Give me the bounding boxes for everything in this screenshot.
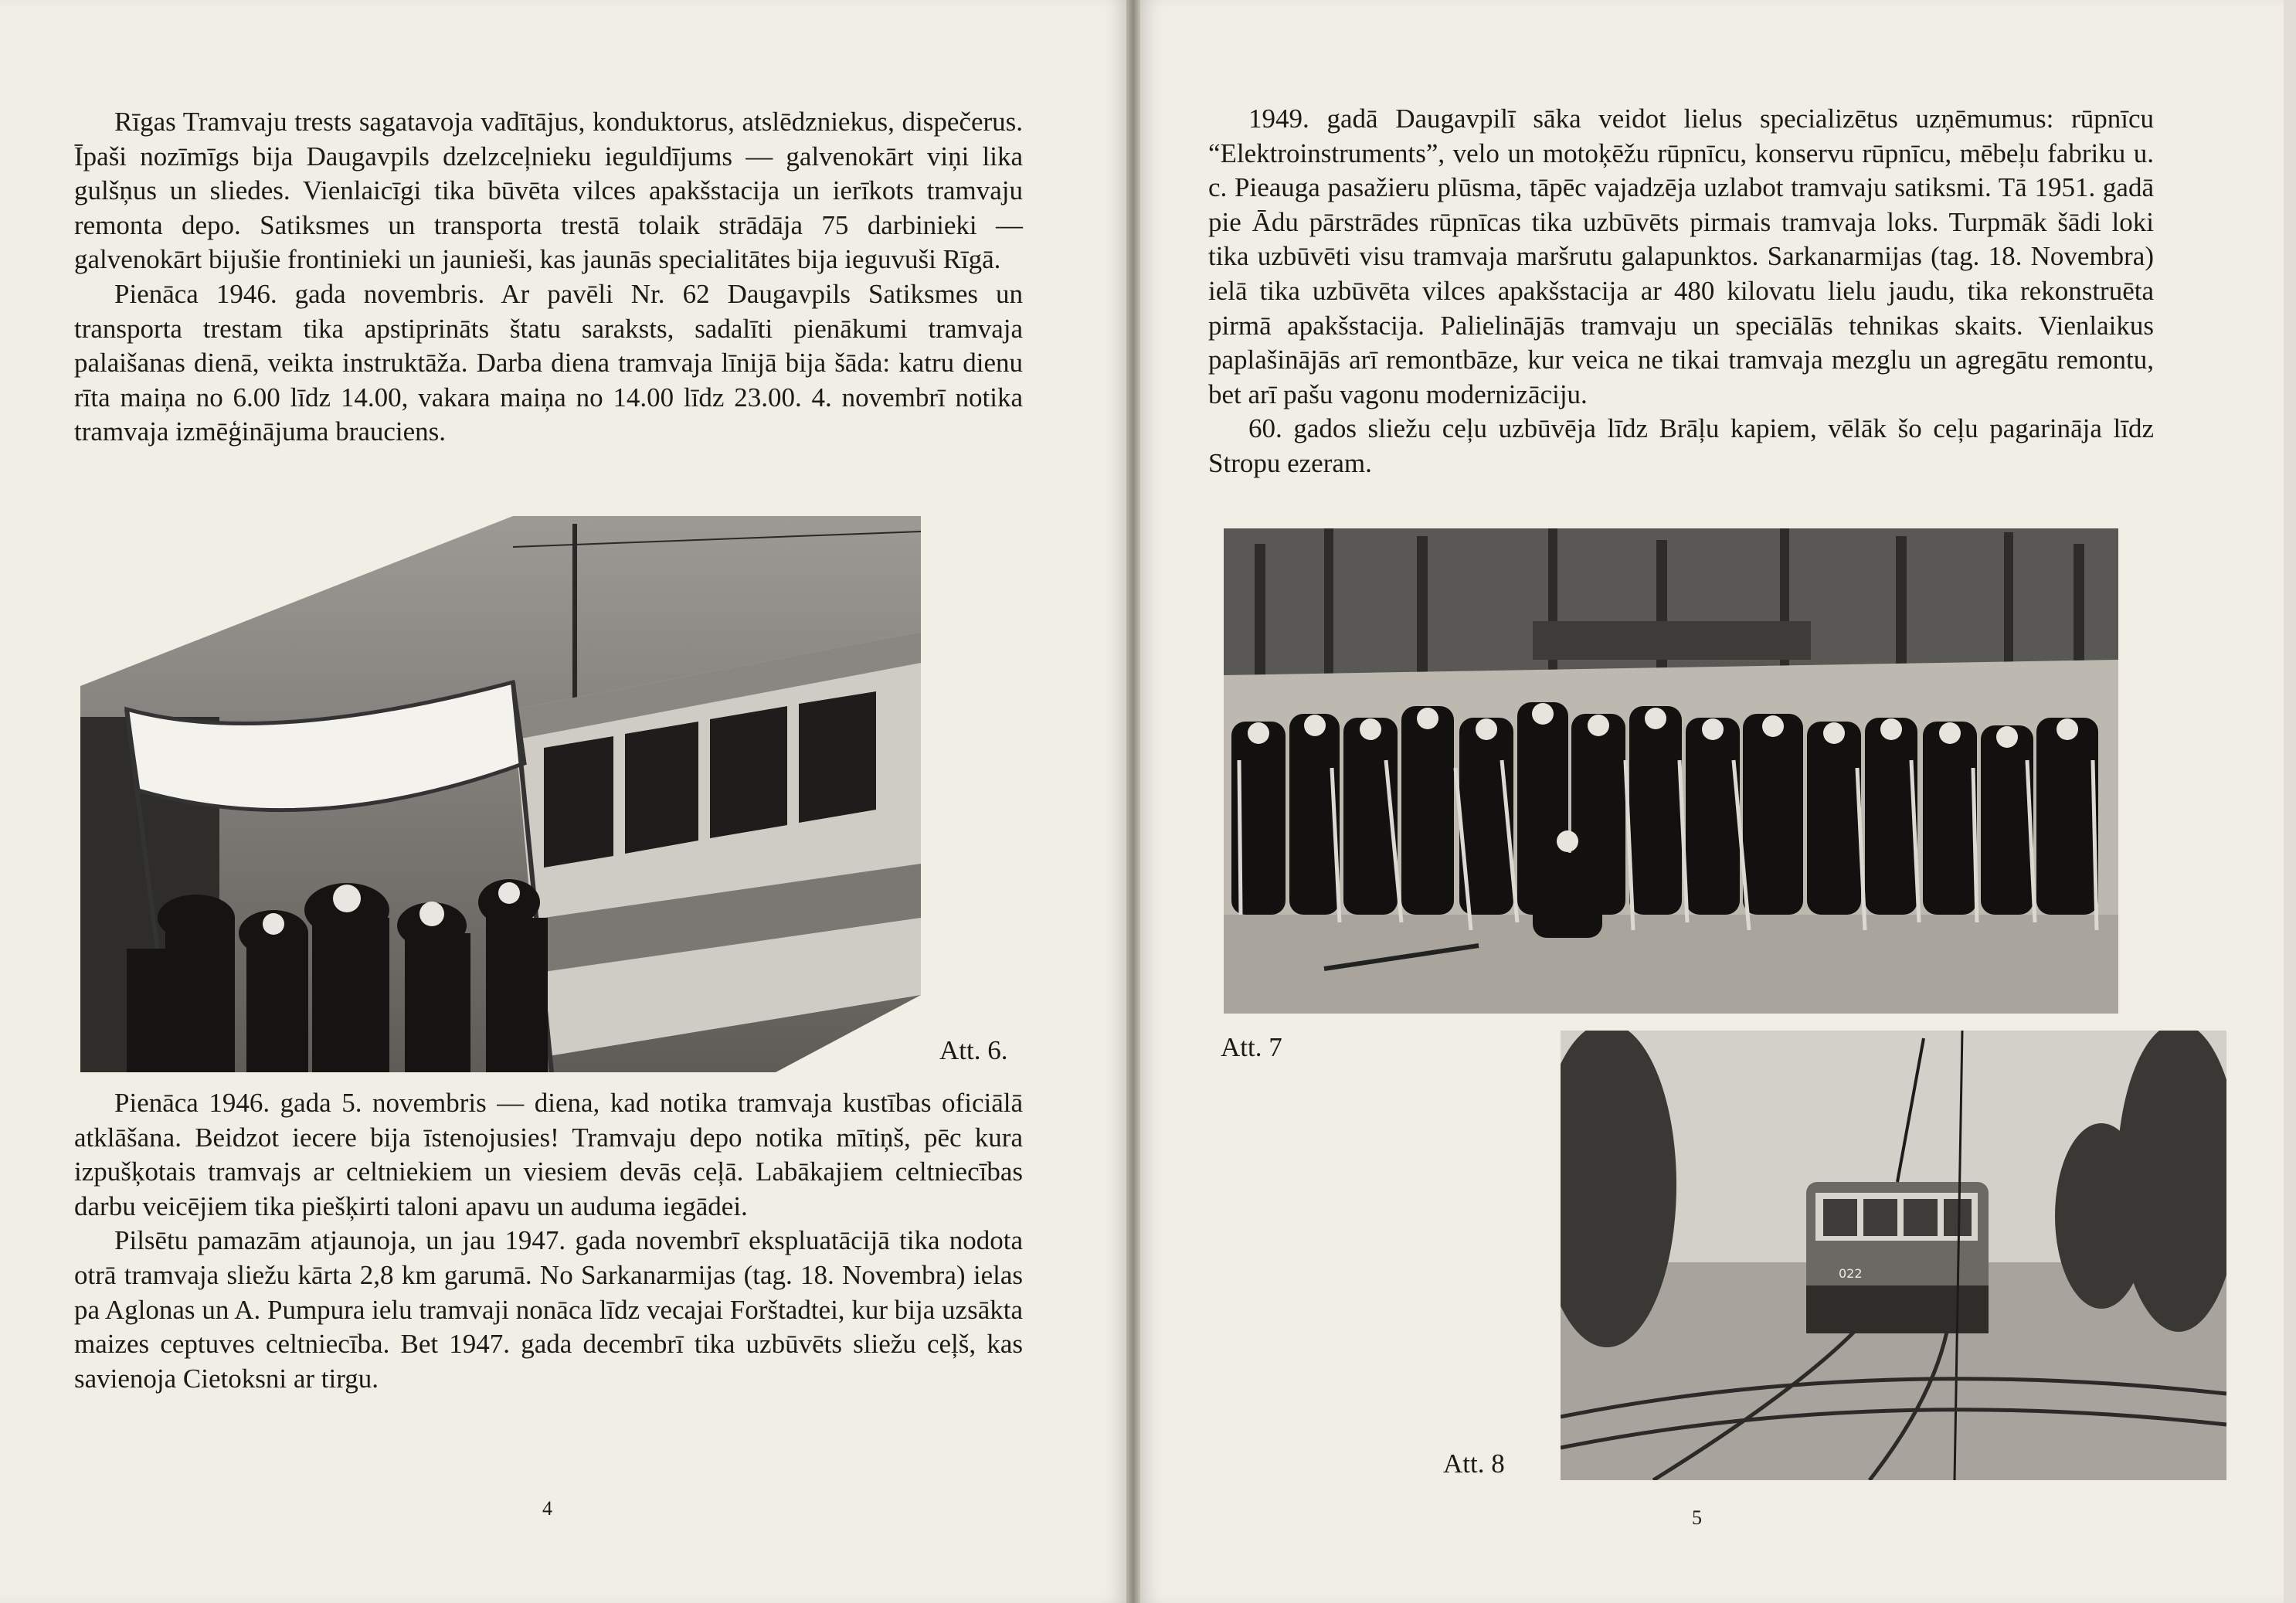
left-page — [0, 0, 1126, 1603]
page-number: 4 — [542, 1497, 552, 1520]
right-page — [1140, 0, 2284, 1603]
book-spine — [1126, 0, 1140, 1603]
paragraph: Pienāca 1946. gada 5. novembris — diena, kad notika tramvaja kustības oficiālā atklāšana. Beidzot iecere bija īstenojusies! Tramvaju depo notika mītiņš, pēc kura izpušķotais tramvajs ar celtniekiem un viesiem devās ceļā. Labākajiem celtniecības darbu veicējiem tika piešķirti taloni apavu un auduma iegādei. — [74, 1088, 1023, 1221]
left-text-bottom — [74, 1086, 1023, 1396]
photo-tram-opening — [80, 516, 921, 1072]
paragraph: Pilsētu pamazām atjaunoja, un jau 1947. gada novembrī ekspluatācijā tika nodota otrā tramvaja sliežu kārta 2,8 km garumā. No Sarkanarmijas (tag. 18. Novembra) ielas pa Aglonas un A. Pumpura ielu tramvaji nonāca līdz vecajai Forštadtei, kur bija uzsākta maizes ceptuves celtniecība. Bet 1947. gada decembrī tika uzbūvēts sliežu ceļš, kas savienoja Cietoksni ar tirgu. — [74, 1225, 1023, 1394]
right-text-top — [1208, 102, 2154, 481]
paragraph: 60. gados sliežu ceļu uzbūvēja līdz Brāļu kapiem, vēlāk šo ceļu pagarināja līdz Stropu ezeram. — [1208, 413, 2154, 478]
paragraph: Pienāca 1946. gada novembris. Ar pavēli Nr. 62 Daugavpils Satiksmes un transporta trestam tika apstiprināts štatu saraksts, sadalīti pienākumi tramvaja palaišanas dienā, veikta instruktāža. Darba diena tramvaja līnijā bija šāda: katru dienu rīta maiņa no 6.00 līdz 14.00, vakara maiņa no 14.00 līdz 23.00. 4. novembrī notika tramvaja izmēģinājuma brauciens. — [74, 278, 1023, 447]
figure-caption: Att. 8 — [1443, 1448, 1505, 1479]
photo-tram-on-tracks — [1561, 1031, 2226, 1480]
photo-workers-group — [1224, 528, 2118, 1014]
page-edge — [2284, 0, 2296, 1603]
paragraph: Rīgas Tramvaju trests sagatavoja vadītājus, konduktorus, atslēdzniekus, dispečerus. Īpaši nozīmīgs bija Daugavpils dzelzceļnieku ieguldījums — galvenokārt viņi lika gulšņus un sliedes. Vienlaicīgi tika būvēta vilces apakšstacija un ierīkots tramvaju remonta depo. Satiksmes un transporta trestā tolaik strādāja 75 darbinieki — galvenokārt bijušie frontinieki un jaunieši, kas jaunās specialitātes bija ieguvuši Rīgā. — [74, 107, 1023, 275]
tram-number: 022 — [1839, 1266, 1863, 1281]
figure-caption: Att. 7 — [1221, 1032, 1282, 1062]
left-text-top — [74, 105, 1023, 450]
figure-caption: Att. 6. — [939, 1035, 1008, 1065]
paragraph: 1949. gadā Daugavpilī sāka veidot lielus specializētus uzņēmumus: rūpnīcu “Elektroinstruments”, velo un motoķēžu rūpnīcu, konservu rūpnīcu, mēbeļu fabriku u. c. Pieauga pasažieru plūsma, tāpēc vajadzēja uzlabot tramvaju satiksmi. Tā 1951. gadā pie Ādu pārstrādes rūpnīcas tika uzbūvēts pirmais tramvaja loks. Turpmāk šādi loki tika uzbūvēti visu tramvaja maršrutu galapunktos. Sarkanarmijas (tag. 18. Novembra) ielā tika uzbūvēta vilces apakšstacija ar 480 kilovatu lielu jaudu, tika rekonstruēta pirmā apakšstacija. Palielinājās tramvaju un speciālās tehnikas skaits. Vienlaikus paplašinājās arī remontbāze, kur veica ne tikai tramvaja mezglu un agregātu remontu, bet arī pašu vagonu modernizāciju. — [1208, 104, 2154, 409]
page-number: 5 — [1692, 1506, 1702, 1529]
